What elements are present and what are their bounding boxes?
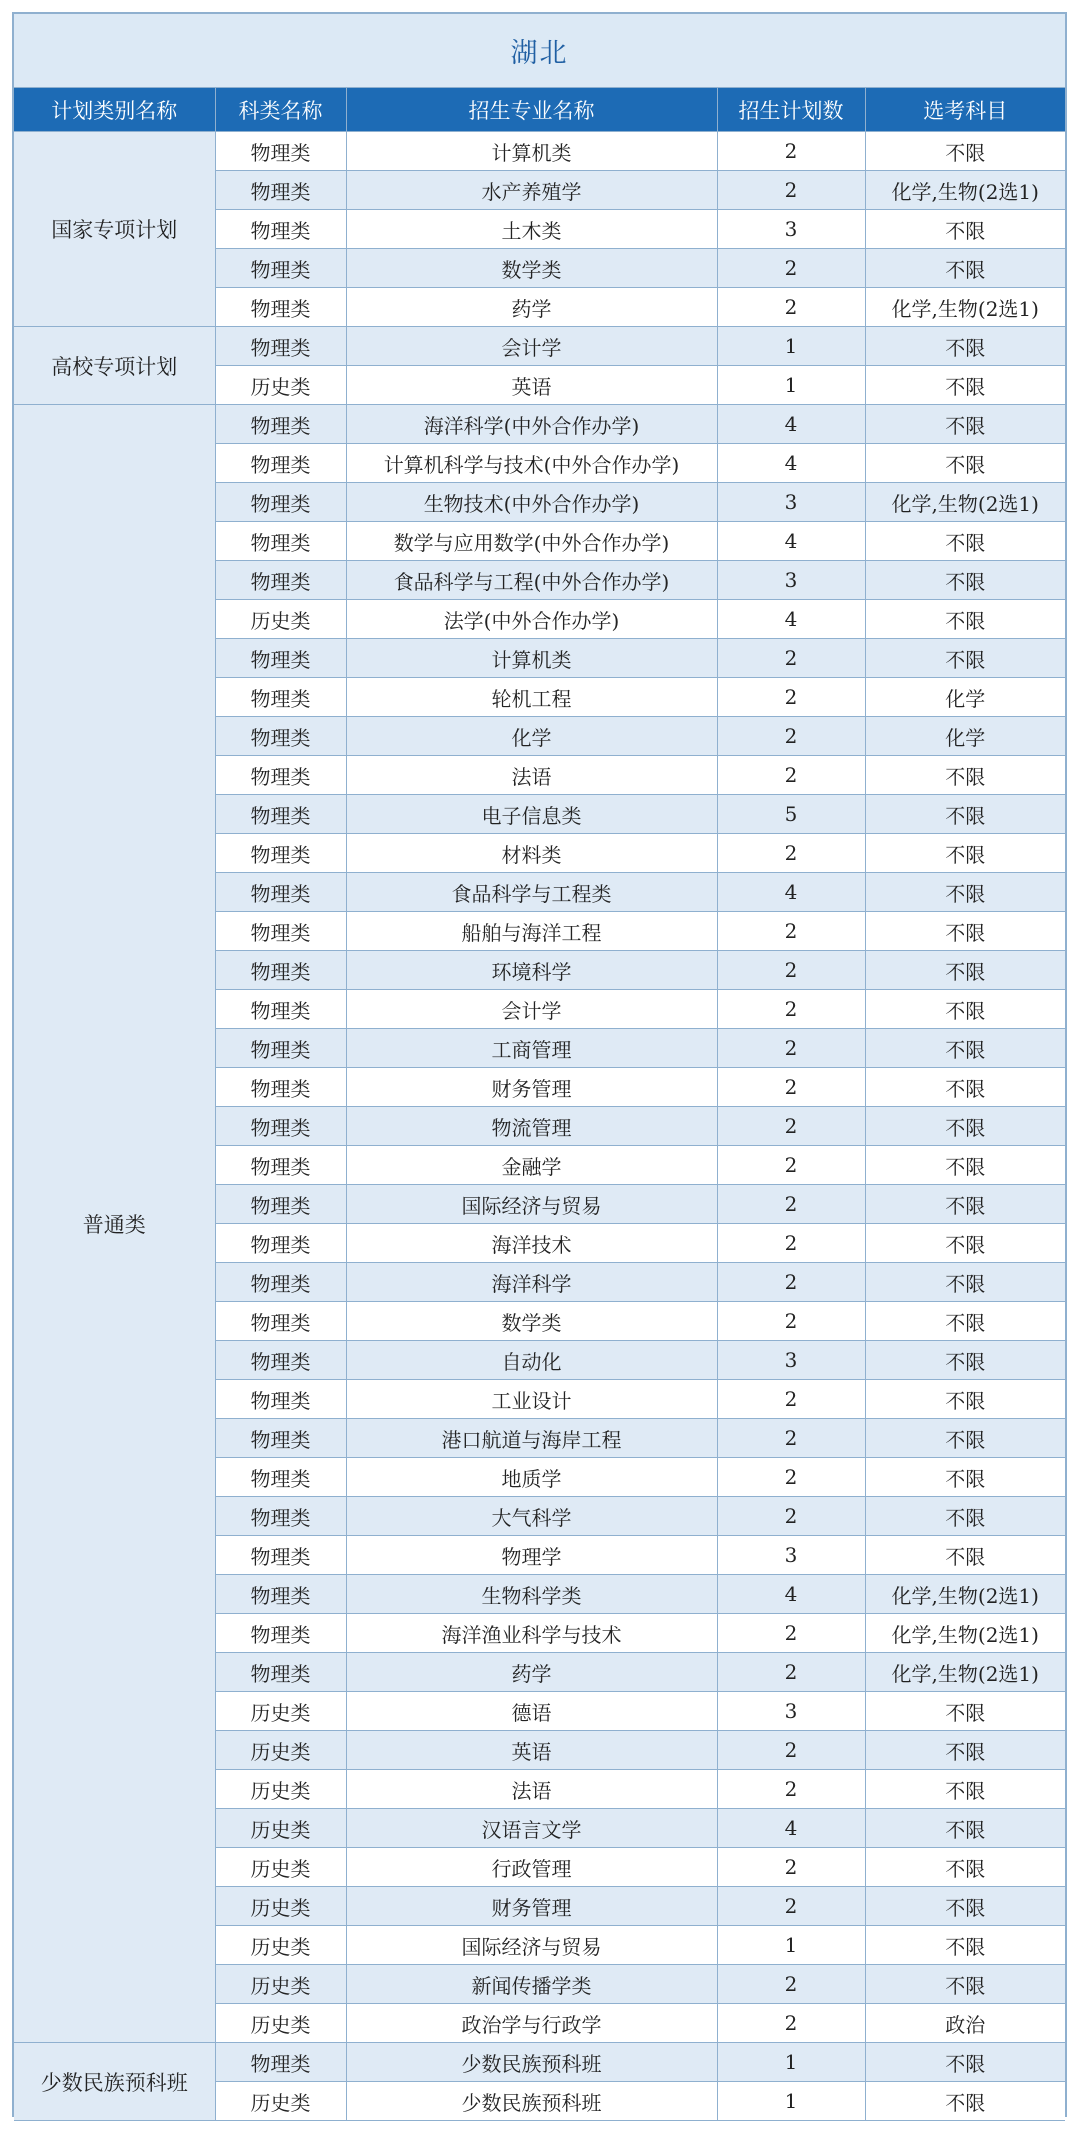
elective-subjects-cell: 不限: [865, 1926, 1065, 1965]
subject-category-cell: 历史类: [215, 366, 346, 405]
elective-subjects-cell: 化学,生物(2选1): [865, 1575, 1065, 1614]
subject-category-cell: 物理类: [215, 1107, 346, 1146]
plan-count-cell: 2: [717, 1185, 865, 1224]
major-name-cell: 计算机类: [346, 639, 717, 678]
subject-category-cell: 历史类: [215, 1809, 346, 1848]
plan-count-cell: 1: [717, 1926, 865, 1965]
subject-category-cell: 物理类: [215, 1224, 346, 1263]
elective-subjects-cell: 化学,生物(2选1): [865, 1614, 1065, 1653]
major-name-cell: 汉语言文学: [346, 1809, 717, 1848]
header-major-name: 招生专业名称: [346, 88, 717, 132]
major-name-cell: 大气科学: [346, 1497, 717, 1536]
subject-category-cell: 物理类: [215, 483, 346, 522]
header-row: [14, 88, 1065, 132]
elective-subjects-cell: 不限: [865, 522, 1065, 561]
plan-category-cell: 少数民族预科班: [14, 2043, 215, 2121]
subject-category-cell: 物理类: [215, 1341, 346, 1380]
major-name-cell: 国际经济与贸易: [346, 1185, 717, 1224]
header-subject-category: 科类名称: [215, 88, 346, 132]
subject-category-cell: 物理类: [215, 288, 346, 327]
elective-subjects-cell: 不限: [865, 327, 1065, 366]
subject-category-cell: 物理类: [215, 678, 346, 717]
subject-category-cell: 物理类: [215, 912, 346, 951]
subject-category-cell: 历史类: [215, 1965, 346, 2004]
subject-category-cell: 物理类: [215, 210, 346, 249]
elective-subjects-cell: 不限: [865, 912, 1065, 951]
subject-category-cell: 历史类: [215, 1887, 346, 1926]
title-bar: [14, 14, 1065, 88]
major-name-cell: 土木类: [346, 210, 717, 249]
major-name-cell: 海洋科学(中外合作办学): [346, 405, 717, 444]
plan-count-cell: 2: [717, 756, 865, 795]
elective-subjects-cell: 不限: [865, 2082, 1065, 2121]
subject-category-cell: 物理类: [215, 795, 346, 834]
elective-subjects-cell: 化学,生物(2选1): [865, 288, 1065, 327]
elective-subjects-cell: 不限: [865, 1224, 1065, 1263]
major-name-cell: 英语: [346, 1731, 717, 1770]
elective-subjects-cell: 不限: [865, 1380, 1065, 1419]
major-name-cell: 工商管理: [346, 1029, 717, 1068]
major-name-cell: 英语: [346, 366, 717, 405]
subject-category-cell: 物理类: [215, 1614, 346, 1653]
plan-count-cell: 2: [717, 1497, 865, 1536]
plan-count-cell: 5: [717, 795, 865, 834]
elective-subjects-cell: 不限: [865, 795, 1065, 834]
subject-category-cell: 物理类: [215, 873, 346, 912]
major-name-cell: 海洋渔业科学与技术: [346, 1614, 717, 1653]
major-name-cell: 德语: [346, 1692, 717, 1731]
subject-category-cell: 物理类: [215, 561, 346, 600]
subject-category-cell: 物理类: [215, 1458, 346, 1497]
major-name-cell: 自动化: [346, 1341, 717, 1380]
elective-subjects-cell: 不限: [865, 1341, 1065, 1380]
elective-subjects-cell: 不限: [865, 1809, 1065, 1848]
plan-count-cell: 3: [717, 561, 865, 600]
province-title: 湖北: [510, 38, 569, 69]
major-name-cell: 新闻传播学类: [346, 1965, 717, 2004]
major-name-cell: 少数民族预科班: [346, 2043, 717, 2082]
plan-count-cell: 2: [717, 1614, 865, 1653]
subject-category-cell: 物理类: [215, 1653, 346, 1692]
admission-plan-table: [14, 88, 1065, 2121]
elective-subjects-cell: 不限: [865, 1848, 1065, 1887]
major-name-cell: 财务管理: [346, 1068, 717, 1107]
major-name-cell: 生物技术(中外合作办学): [346, 483, 717, 522]
elective-subjects-cell: 不限: [865, 600, 1065, 639]
major-name-cell: 材料类: [346, 834, 717, 873]
elective-subjects-cell: 不限: [865, 2043, 1065, 2082]
major-name-cell: 药学: [346, 288, 717, 327]
major-name-cell: 地质学: [346, 1458, 717, 1497]
subject-category-cell: 物理类: [215, 834, 346, 873]
plan-count-cell: 3: [717, 1341, 865, 1380]
plan-count-cell: 2: [717, 2004, 865, 2043]
major-name-cell: 数学类: [346, 1302, 717, 1341]
major-name-cell: 港口航道与海岸工程: [346, 1419, 717, 1458]
header-plan-category: 计划类别名称: [14, 88, 215, 132]
elective-subjects-cell: 化学,生物(2选1): [865, 171, 1065, 210]
subject-category-cell: 物理类: [215, 951, 346, 990]
major-name-cell: 海洋科学: [346, 1263, 717, 1302]
subject-category-cell: 历史类: [215, 1731, 346, 1770]
admission-table-frame: [12, 12, 1067, 2117]
major-name-cell: 环境科学: [346, 951, 717, 990]
subject-category-cell: 物理类: [215, 990, 346, 1029]
plan-count-cell: 2: [717, 717, 865, 756]
major-name-cell: 财务管理: [346, 1887, 717, 1926]
elective-subjects-cell: 不限: [865, 756, 1065, 795]
plan-count-cell: 2: [717, 1770, 865, 1809]
subject-category-cell: 物理类: [215, 444, 346, 483]
major-name-cell: 金融学: [346, 1146, 717, 1185]
major-name-cell: 法语: [346, 1770, 717, 1809]
elective-subjects-cell: 化学: [865, 678, 1065, 717]
major-name-cell: 海洋技术: [346, 1224, 717, 1263]
elective-subjects-cell: 不限: [865, 1302, 1065, 1341]
elective-subjects-cell: 不限: [865, 1185, 1065, 1224]
subject-category-cell: 历史类: [215, 2004, 346, 2043]
subject-category-cell: 物理类: [215, 171, 346, 210]
subject-category-cell: 历史类: [215, 1848, 346, 1887]
subject-category-cell: 物理类: [215, 2043, 346, 2082]
plan-count-cell: 2: [717, 288, 865, 327]
major-name-cell: 政治学与行政学: [346, 2004, 717, 2043]
plan-count-cell: 4: [717, 600, 865, 639]
major-name-cell: 工业设计: [346, 1380, 717, 1419]
elective-subjects-cell: 不限: [865, 639, 1065, 678]
header-plan-count: 招生计划数: [717, 88, 865, 132]
subject-category-cell: 历史类: [215, 1770, 346, 1809]
table-row: [14, 2043, 1065, 2082]
plan-count-cell: 4: [717, 1809, 865, 1848]
plan-count-cell: 2: [717, 1380, 865, 1419]
elective-subjects-cell: 不限: [865, 249, 1065, 288]
plan-count-cell: 1: [717, 327, 865, 366]
major-name-cell: 法语: [346, 756, 717, 795]
major-name-cell: 生物科学类: [346, 1575, 717, 1614]
plan-category-cell: 高校专项计划: [14, 327, 215, 405]
plan-count-cell: 3: [717, 1692, 865, 1731]
major-name-cell: 会计学: [346, 327, 717, 366]
plan-count-cell: 2: [717, 990, 865, 1029]
subject-category-cell: 历史类: [215, 2082, 346, 2121]
plan-count-cell: 2: [717, 171, 865, 210]
elective-subjects-cell: 不限: [865, 951, 1065, 990]
subject-category-cell: 物理类: [215, 132, 346, 171]
elective-subjects-cell: 不限: [865, 366, 1065, 405]
major-name-cell: 化学: [346, 717, 717, 756]
subject-category-cell: 历史类: [215, 1692, 346, 1731]
elective-subjects-cell: 不限: [865, 1731, 1065, 1770]
subject-category-cell: 历史类: [215, 1926, 346, 1965]
major-name-cell: 水产养殖学: [346, 171, 717, 210]
header-elective-subjects: 选考科目: [865, 88, 1065, 132]
elective-subjects-cell: 不限: [865, 1419, 1065, 1458]
elective-subjects-cell: 不限: [865, 405, 1065, 444]
plan-count-cell: 2: [717, 1965, 865, 2004]
elective-subjects-cell: 化学,生物(2选1): [865, 1653, 1065, 1692]
elective-subjects-cell: 不限: [865, 1536, 1065, 1575]
elective-subjects-cell: 不限: [865, 834, 1065, 873]
plan-count-cell: 2: [717, 1887, 865, 1926]
major-name-cell: 轮机工程: [346, 678, 717, 717]
major-name-cell: 数学与应用数学(中外合作办学): [346, 522, 717, 561]
plan-count-cell: 2: [717, 1653, 865, 1692]
major-name-cell: 少数民族预科班: [346, 2082, 717, 2121]
major-name-cell: 计算机科学与技术(中外合作办学): [346, 444, 717, 483]
subject-category-cell: 物理类: [215, 249, 346, 288]
elective-subjects-cell: 不限: [865, 1887, 1065, 1926]
subject-category-cell: 物理类: [215, 1185, 346, 1224]
plan-count-cell: 3: [717, 483, 865, 522]
plan-count-cell: 4: [717, 444, 865, 483]
elective-subjects-cell: 不限: [865, 1107, 1065, 1146]
plan-count-cell: 4: [717, 873, 865, 912]
plan-count-cell: 2: [717, 951, 865, 990]
elective-subjects-cell: 不限: [865, 132, 1065, 171]
plan-count-cell: 2: [717, 834, 865, 873]
subject-category-cell: 历史类: [215, 600, 346, 639]
elective-subjects-cell: 不限: [865, 873, 1065, 912]
elective-subjects-cell: 不限: [865, 1068, 1065, 1107]
subject-category-cell: 物理类: [215, 1419, 346, 1458]
plan-count-cell: 2: [717, 1419, 865, 1458]
plan-count-cell: 4: [717, 1575, 865, 1614]
plan-count-cell: 2: [717, 1458, 865, 1497]
plan-count-cell: 2: [717, 1263, 865, 1302]
table-row: [14, 405, 1065, 444]
major-name-cell: 食品科学与工程(中外合作办学): [346, 561, 717, 600]
subject-category-cell: 物理类: [215, 405, 346, 444]
plan-count-cell: 1: [717, 2043, 865, 2082]
subject-category-cell: 物理类: [215, 1497, 346, 1536]
subject-category-cell: 物理类: [215, 1575, 346, 1614]
plan-count-cell: 2: [717, 1068, 865, 1107]
plan-count-cell: 2: [717, 1302, 865, 1341]
major-name-cell: 食品科学与工程类: [346, 873, 717, 912]
plan-count-cell: 2: [717, 912, 865, 951]
elective-subjects-cell: 化学,生物(2选1): [865, 483, 1065, 522]
plan-count-cell: 2: [717, 132, 865, 171]
plan-count-cell: 2: [717, 1029, 865, 1068]
elective-subjects-cell: 不限: [865, 1692, 1065, 1731]
elective-subjects-cell: 不限: [865, 990, 1065, 1029]
table-row: [14, 132, 1065, 171]
subject-category-cell: 物理类: [215, 1146, 346, 1185]
elective-subjects-cell: 不限: [865, 1458, 1065, 1497]
subject-category-cell: 物理类: [215, 1263, 346, 1302]
elective-subjects-cell: 不限: [865, 1146, 1065, 1185]
elective-subjects-cell: 不限: [865, 561, 1065, 600]
plan-count-cell: 2: [717, 639, 865, 678]
subject-category-cell: 物理类: [215, 327, 346, 366]
plan-count-cell: 2: [717, 1848, 865, 1887]
subject-category-cell: 物理类: [215, 1380, 346, 1419]
elective-subjects-cell: 不限: [865, 1770, 1065, 1809]
major-name-cell: 数学类: [346, 249, 717, 288]
major-name-cell: 物理学: [346, 1536, 717, 1575]
elective-subjects-cell: 不限: [865, 1497, 1065, 1536]
subject-category-cell: 物理类: [215, 1068, 346, 1107]
subject-category-cell: 物理类: [215, 639, 346, 678]
major-name-cell: 计算机类: [346, 132, 717, 171]
plan-count-cell: 1: [717, 2082, 865, 2121]
major-name-cell: 电子信息类: [346, 795, 717, 834]
subject-category-cell: 物理类: [215, 1536, 346, 1575]
major-name-cell: 药学: [346, 1653, 717, 1692]
table-row: [14, 327, 1065, 366]
elective-subjects-cell: 不限: [865, 210, 1065, 249]
plan-count-cell: 2: [717, 1224, 865, 1263]
major-name-cell: 行政管理: [346, 1848, 717, 1887]
subject-category-cell: 物理类: [215, 1029, 346, 1068]
plan-count-cell: 2: [717, 1146, 865, 1185]
plan-category-cell: 国家专项计划: [14, 132, 215, 327]
plan-count-cell: 2: [717, 249, 865, 288]
elective-subjects-cell: 化学: [865, 717, 1065, 756]
plan-count-cell: 2: [717, 1731, 865, 1770]
plan-count-cell: 2: [717, 1107, 865, 1146]
elective-subjects-cell: 不限: [865, 1263, 1065, 1302]
plan-count-cell: 3: [717, 210, 865, 249]
major-name-cell: 船舶与海洋工程: [346, 912, 717, 951]
elective-subjects-cell: 不限: [865, 444, 1065, 483]
major-name-cell: 物流管理: [346, 1107, 717, 1146]
plan-count-cell: 4: [717, 522, 865, 561]
elective-subjects-cell: 不限: [865, 1965, 1065, 2004]
subject-category-cell: 物理类: [215, 756, 346, 795]
plan-count-cell: 1: [717, 366, 865, 405]
table-body: [14, 132, 1065, 2121]
major-name-cell: 会计学: [346, 990, 717, 1029]
plan-count-cell: 2: [717, 678, 865, 717]
elective-subjects-cell: 政治: [865, 2004, 1065, 2043]
plan-count-cell: 4: [717, 405, 865, 444]
major-name-cell: 法学(中外合作办学): [346, 600, 717, 639]
elective-subjects-cell: 不限: [865, 1029, 1065, 1068]
subject-category-cell: 物理类: [215, 522, 346, 561]
subject-category-cell: 物理类: [215, 1302, 346, 1341]
subject-category-cell: 物理类: [215, 717, 346, 756]
plan-count-cell: 3: [717, 1536, 865, 1575]
major-name-cell: 国际经济与贸易: [346, 1926, 717, 1965]
plan-category-cell: 普通类: [14, 405, 215, 2043]
